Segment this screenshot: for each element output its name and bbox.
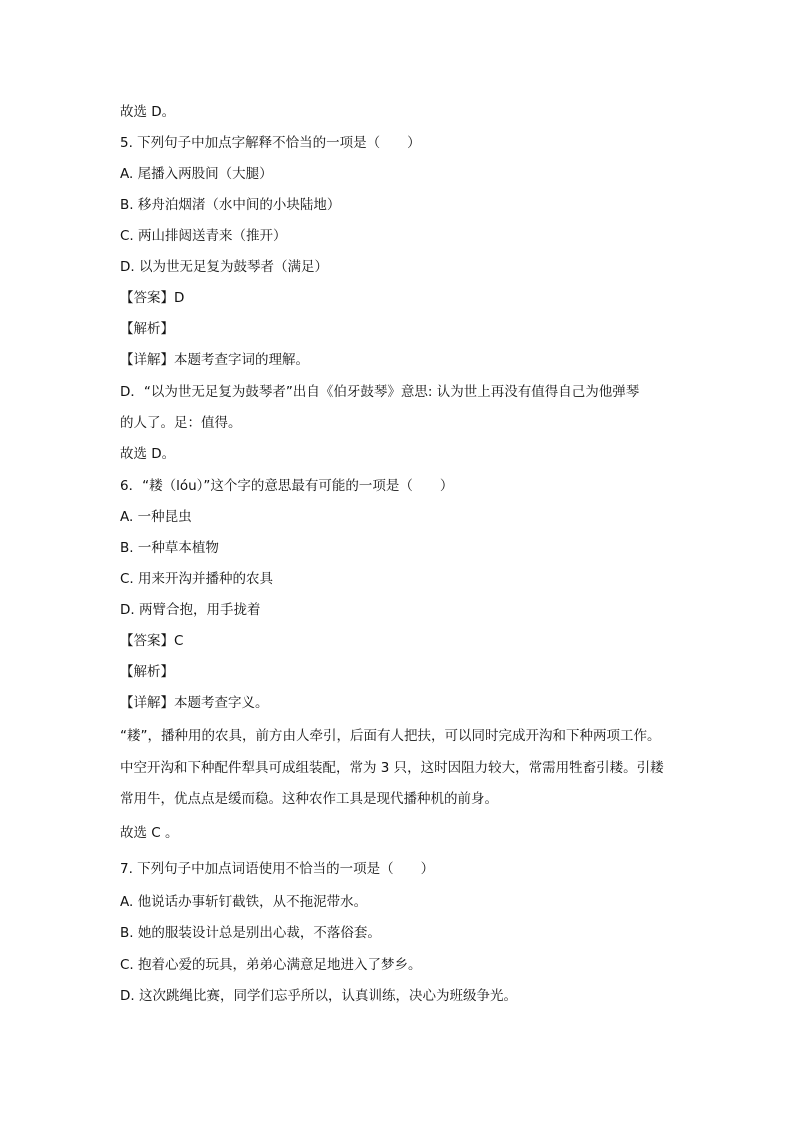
text-line: 故选 C 。 bbox=[120, 825, 179, 841]
option-c: C. 抱着心爱的玩具，弟弟心满意足地进入了梦乡。 bbox=[120, 957, 422, 973]
text-line: 故选 D。 bbox=[120, 104, 176, 120]
answer-label: 【答案】C bbox=[120, 633, 184, 649]
option-a: A. 一种昆虫 bbox=[120, 509, 192, 525]
answer-label: 【答案】D bbox=[120, 290, 185, 306]
text-line: 故选 D。 bbox=[120, 446, 176, 462]
explanation-line: D．“以为世无足复为鼓琴者”出自《伯牙鼓琴》意思: 认为世上再没有值得自己为他弹琴 bbox=[120, 384, 640, 400]
option-d: D. 以为世无足复为鼓琴者（满足） bbox=[120, 259, 328, 275]
explanation-line: 中空开沟和下种配件犁具可成组装配，常为 3 只，这时因阻力较大，常需用牲畜引耧。引耧 bbox=[120, 760, 664, 776]
explanation-line: “耧”，播种用的农具，前方由人牵引，后面有人把扶，可以同时完成开沟和下种两项工作。 bbox=[120, 728, 661, 744]
question-7: 7. 下列句子中加点词语使用不恰当的一项是（ ） bbox=[120, 861, 435, 877]
detail-line: 【详解】本题考查字词的理解。 bbox=[120, 352, 309, 368]
question-6: 6．“耧（lóu）”这个字的意思最有可能的一项是（ ） bbox=[120, 478, 454, 494]
detail-line: 【详解】本题考查字义。 bbox=[120, 695, 269, 711]
option-c: C. 用来开沟并播种的农具 bbox=[120, 571, 274, 587]
option-b: B. 她的服装设计总是别出心裁，不落俗套。 bbox=[120, 925, 381, 941]
option-d: D. 两臂合抱，用手拢着 bbox=[120, 602, 261, 618]
option-a: A. 他说话办事斩钉截铁，从不拖泥带水。 bbox=[120, 894, 368, 910]
explanation-line: 的人了。足：值得。 bbox=[120, 415, 242, 431]
analysis-label: 【解析】 bbox=[120, 664, 174, 680]
option-d: D. 这次跳绳比赛，同学们忘乎所以，认真训练，决心为班级争光。 bbox=[120, 988, 517, 1004]
explanation-line: 常用牛，优点点是缓而稳。这种农作工具是现代播种机的前身。 bbox=[120, 791, 498, 807]
option-b: B. 一种草本植物 bbox=[120, 540, 219, 556]
option-b: B. 移舟泊烟渚（水中间的小块陆地） bbox=[120, 197, 341, 213]
option-a: A. 尾播入两股间（大腿） bbox=[120, 166, 273, 182]
question-5: 5. 下列句子中加点字解释不恰当的一项是（ ） bbox=[120, 135, 421, 151]
option-c: C. 两山排闼送青来（推开） bbox=[120, 228, 287, 244]
analysis-label: 【解析】 bbox=[120, 321, 174, 337]
